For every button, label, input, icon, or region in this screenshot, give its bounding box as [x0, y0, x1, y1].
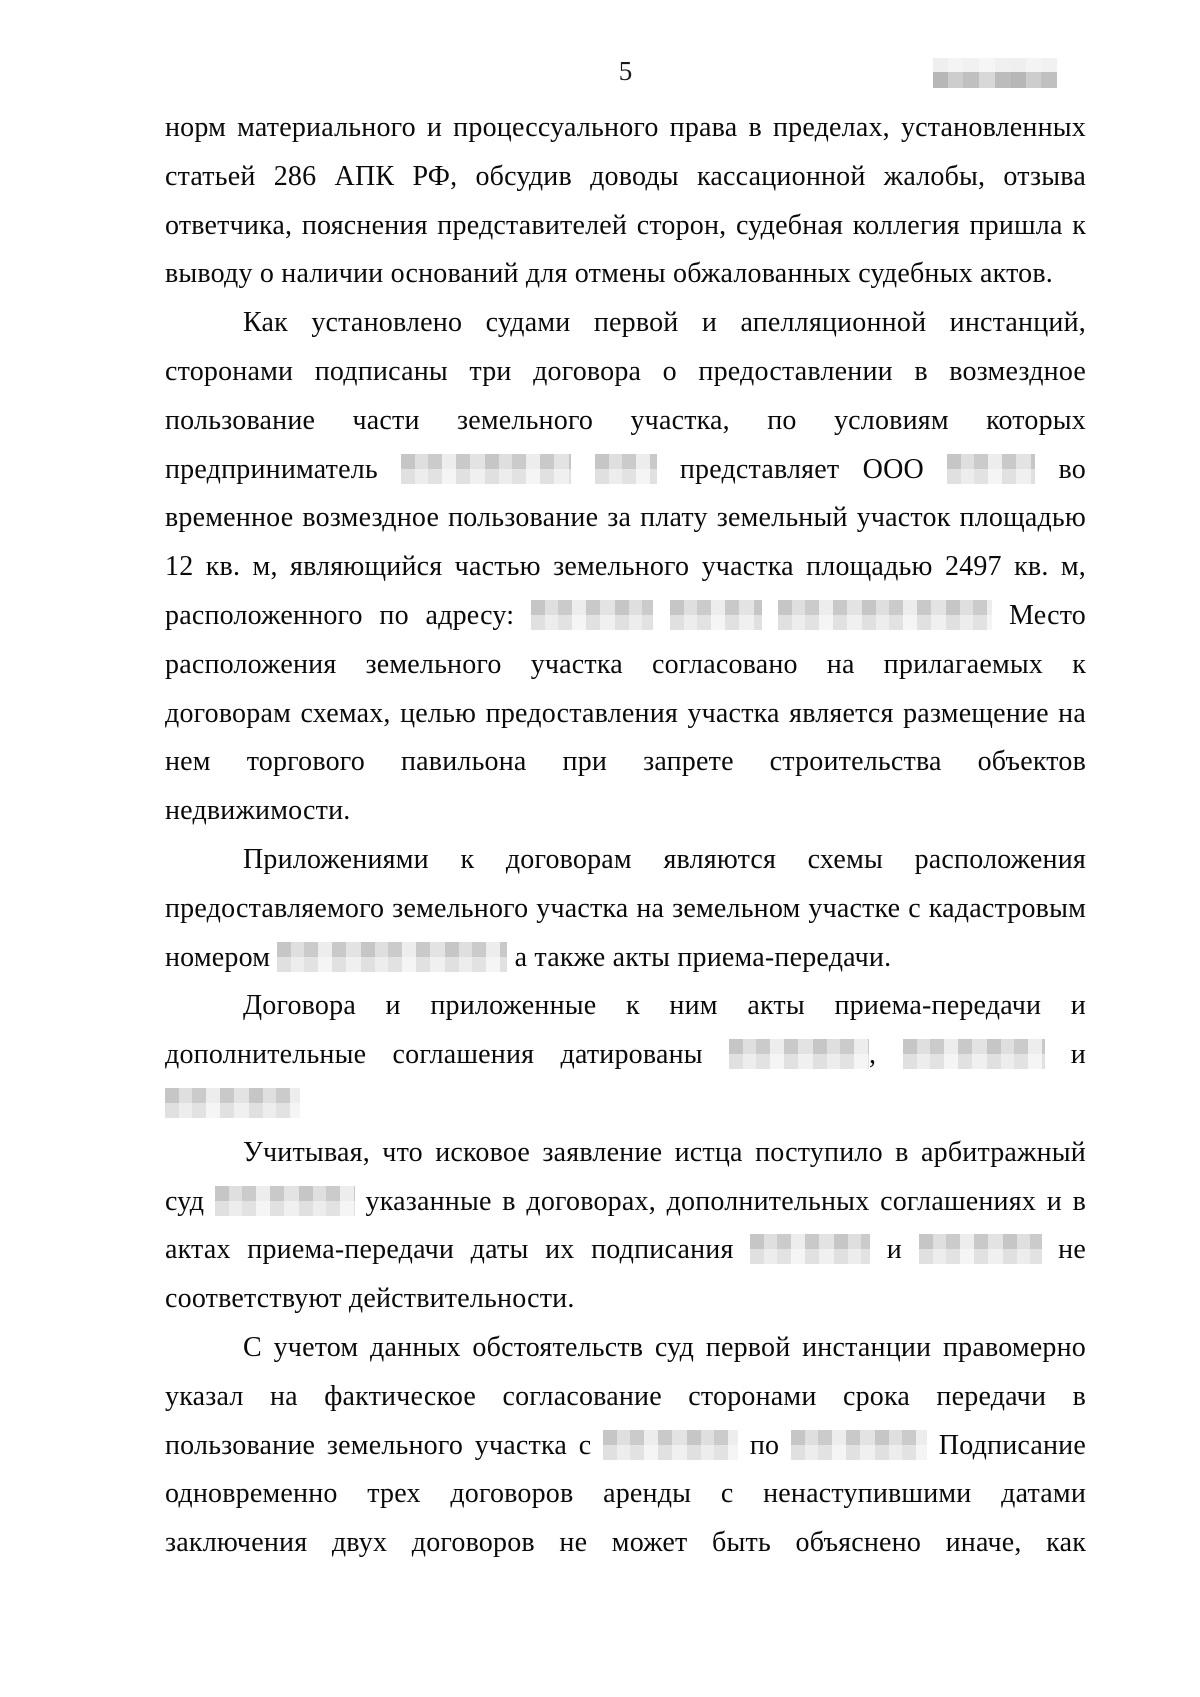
paragraph: норм материального и процессуального права в пределах, установленных статьей 286 АПК РФ, обсудив доводы кассационной жалобы, отзыва ответчика, пояснения представителей сторон, судебная коллегия пришла к выводу о наличии оснований для отмены обжалованных судебных актов.	[165, 112, 1086, 290]
redacted-text	[791, 1430, 927, 1460]
paragraph: Приложениями к договорам являются схемы расположения предоставляемого земельного участка на земельном участке с кадастровым номером а также акты приема-передачи.	[165, 843, 1086, 973]
redacted-text	[778, 600, 992, 630]
redacted-text	[603, 1430, 738, 1460]
paragraph: Как установлено судами первой и апелляционной инстанций, сторонами подписаны три договора о предоставлении в возмездное пользование части земельного участка, по условиям которых предприниматель представляет ООО во временное возмездное пользование за плату земельный участок площадью 12 кв. м, являющийся частью земельного участка площадью 2497 кв. м, расположенного по адресу: Место расположения земельного участка согласовано на прилагаемых к договорам схемах, целью предоставления участка является размещение на нем торгового павильона при запрете строительства объектов недвижимости.	[165, 307, 1087, 827]
paragraph: С учетом данных обстоятельств суд первой инстанции правомерно указал на фактическое согласование сторонами срока передачи в пользование земельного участка с по Подписание одновременно трех договоров аренды с ненаступившими датами заключения двух договоров не может быть объяснено иначе, как	[165, 1331, 1086, 1559]
redacted-text	[215, 1186, 355, 1216]
redacted-text	[670, 600, 762, 630]
redacted-text	[531, 600, 653, 630]
document-body	[165, 104, 1086, 1568]
header-redaction	[933, 58, 1057, 88]
redacted-text	[947, 454, 1035, 484]
redacted-text	[729, 1039, 869, 1069]
redacted-text	[277, 942, 507, 972]
redacted-text	[919, 1234, 1042, 1264]
redacted-text	[750, 1234, 870, 1264]
page-number: 5	[618, 56, 633, 86]
paragraph: Договора и приложенные к ним акты приема-передачи и дополнительные соглашения датированы , и	[165, 982, 1086, 1128]
redacted-text	[903, 1039, 1045, 1069]
redacted-text	[595, 454, 657, 484]
paragraph: Учитывая, что исковое заявление истца поступило в арбитражный суд указанные в договорах, дополнительных соглашениях и в актах приема-передачи даты их подписания и не соответствуют действительности.	[165, 1136, 1086, 1315]
redacted-text	[165, 1088, 300, 1118]
redacted-text	[401, 454, 571, 484]
